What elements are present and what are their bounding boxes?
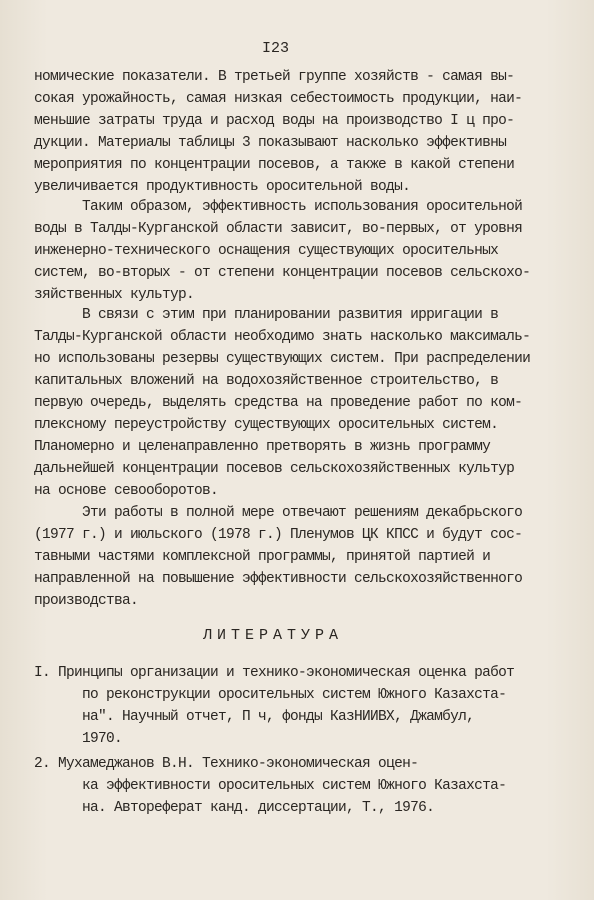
body-line: зяйственных культур. — [34, 287, 195, 303]
body-line: плексному переустройству существующих оросительных систем. — [34, 417, 499, 433]
body-line: инженерно-технического оснащения существующих оросительных — [34, 243, 499, 259]
reference-line: I. Принципы организации и технико-экономическая оценка работ — [34, 665, 515, 681]
reference-line: на. Автореферат канд. диссертации, Т., 1976. — [34, 800, 435, 816]
body-line: Планомерно и целенаправленно претворять в жизнь программу — [34, 439, 491, 455]
body-line: капитальных вложений на водохозяйственное строительство, в — [34, 373, 499, 389]
body-line: сокая урожайность, самая низкая себестоимость продукции, наи- — [34, 91, 523, 107]
body-line: меньшие затраты труда и расход воды на производство I ц про- — [34, 113, 515, 129]
body-line: Талды-Курганской области необходимо знать насколько максималь- — [34, 329, 531, 345]
body-line: дукции. Материалы таблицы 3 показывают насколько эффективны — [34, 135, 507, 151]
literature-heading: ЛИТЕРАТУРА — [203, 627, 344, 644]
body-line: мероприятия по концентрации посевов, а также в какой степени — [34, 157, 515, 173]
body-line: Эти работы в полной мере отвечают решениям декабрьского — [34, 505, 523, 521]
reference-line: на". Научный отчет, П ч, фонды КазНИИВХ, Джамбул, — [34, 709, 475, 725]
reference-line: 2. Мухамеджанов В.Н. Технико-экономическая оцен- — [34, 756, 419, 772]
body-line: номические показатели. В третьей группе хозяйств - самая вы- — [34, 69, 515, 85]
body-line: тавными частями комплексной программы, принятой партией и — [34, 549, 491, 565]
body-line: но использованы резервы существующих систем. При распределении — [34, 351, 531, 367]
reference-line: по реконструкции оросительных систем Южного Казахста- — [34, 687, 507, 703]
body-line: воды в Талды-Курганской области зависит, во-первых, от уровня — [34, 221, 523, 237]
body-line: Таким образом, эффективность использования оросительной — [34, 199, 523, 215]
body-line: систем, во-вторых - от степени концентрации посевов сельскохо- — [34, 265, 531, 281]
reference-line: 1970. — [34, 731, 123, 747]
body-line: направленной на повышение эффективности сельскохозяйственного — [34, 571, 523, 587]
body-line: увеличивается продуктивность оросительной воды. — [34, 179, 411, 195]
body-line: В связи с этим при планировании развития ирригации в — [34, 307, 499, 323]
body-line: дальнейшей концентрации посевов сельскохозяйственных культур — [34, 461, 515, 477]
body-line: первую очередь, выделять средства на проведение работ по ком- — [34, 395, 523, 411]
body-line: на основе севооборотов. — [34, 483, 219, 499]
reference-line: ка эффективности оросительных систем Южного Казахста- — [34, 778, 507, 794]
body-line: (1977 г.) и июльского (1978 г.) Пленумов ЦК КПСС и будут сос- — [34, 527, 523, 543]
page-number: I23 — [262, 40, 290, 57]
body-line: производства. — [34, 593, 139, 609]
